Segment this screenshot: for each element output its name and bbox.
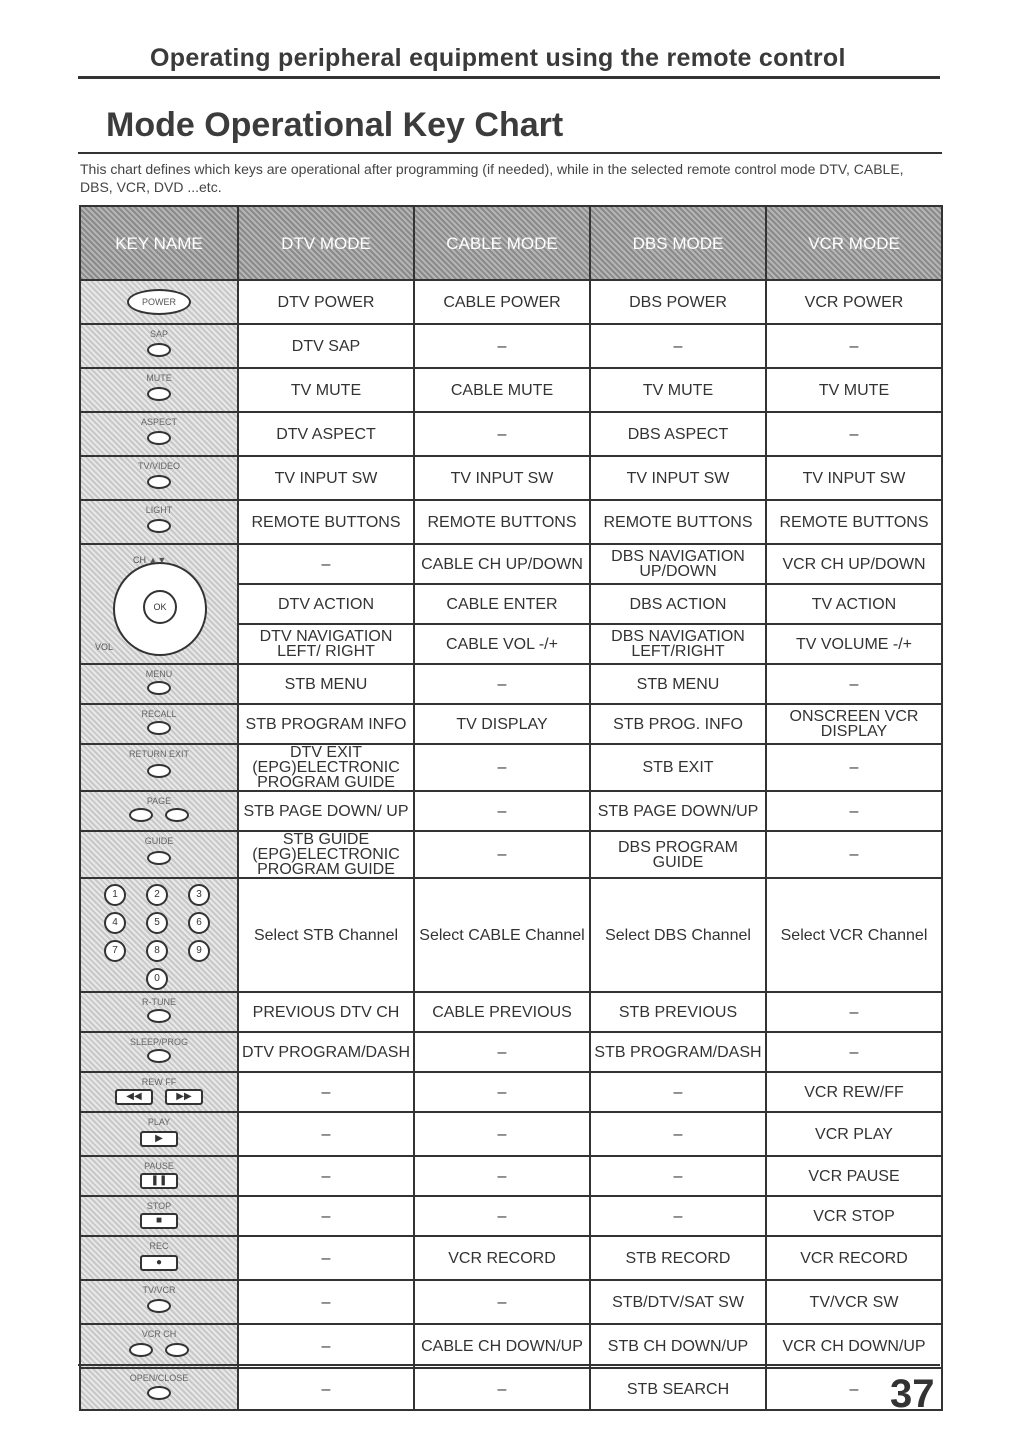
table-row bbox=[80, 664, 942, 704]
column-header-dtv: DTV MODE bbox=[238, 206, 414, 280]
cell-vcr: VCR CH DOWN/UP bbox=[766, 1324, 942, 1368]
cell-dtv: – bbox=[238, 1236, 414, 1280]
page-title: Mode Operational Key Chart bbox=[106, 106, 564, 144]
cell-dtv: STB PAGE DOWN/ UP bbox=[238, 791, 414, 831]
table-row bbox=[80, 1196, 942, 1236]
cell-dbs: DBS POWER bbox=[590, 280, 766, 324]
cell-dbs: – bbox=[590, 1196, 766, 1236]
key-label: OPEN/CLOSE bbox=[129, 1373, 189, 1383]
column-header-cable: CABLE MODE bbox=[414, 206, 590, 280]
key-cell-rew-ff bbox=[80, 1072, 238, 1112]
cell-dbs: TV INPUT SW bbox=[590, 456, 766, 500]
fast-forward-icon: ▶▶ bbox=[165, 1089, 203, 1105]
ok-button-icon: OK bbox=[143, 590, 177, 624]
key-cell-tv-vcr bbox=[80, 1280, 238, 1324]
cell-vcr: – bbox=[766, 791, 942, 831]
cell-dtv: DTV NAVIGATION LEFT/ RIGHT bbox=[238, 624, 414, 664]
key-label: VCR CH bbox=[141, 1329, 177, 1339]
cell-cable: – bbox=[414, 1112, 590, 1156]
cell-vcr: – bbox=[766, 831, 942, 878]
cell-dtv: DTV POWER bbox=[238, 280, 414, 324]
table-row bbox=[80, 1368, 942, 1410]
table-row bbox=[80, 744, 942, 791]
play-icon: ▶ bbox=[140, 1131, 178, 1147]
cell-vcr: – bbox=[766, 992, 942, 1032]
light-button-icon bbox=[147, 519, 171, 533]
cell-dbs: DBS NAVIGATION UP/DOWN bbox=[590, 544, 766, 584]
cell-cable: CABLE VOL -/+ bbox=[414, 624, 590, 664]
cell-dbs: STB PAGE DOWN/UP bbox=[590, 791, 766, 831]
key-label: REC bbox=[149, 1241, 169, 1251]
cell-dbs: STB SEARCH bbox=[590, 1368, 766, 1410]
cell-dtv: DTV EXIT (EPG)ELECTRONIC PROGRAM GUIDE bbox=[238, 744, 414, 791]
cell-cable: VCR RECORD bbox=[414, 1236, 590, 1280]
cell-dtv: – bbox=[238, 1112, 414, 1156]
cell-dbs: STB/DTV/SAT SW bbox=[590, 1280, 766, 1324]
cell-dtv: DTV ASPECT bbox=[238, 412, 414, 456]
recall-button-icon bbox=[147, 721, 171, 735]
key-cell-sleep-prog bbox=[80, 1032, 238, 1072]
cell-dbs: STB PROG. INFO bbox=[590, 704, 766, 744]
key-cell-light bbox=[80, 500, 238, 544]
cell-cable: – bbox=[414, 1032, 590, 1072]
cell-dbs: STB EXIT bbox=[590, 744, 766, 791]
key-label: TV/VCR bbox=[142, 1285, 176, 1295]
rewind-icon: ◀◀ bbox=[115, 1089, 153, 1105]
dpad-icon bbox=[99, 554, 219, 654]
cell-vcr: VCR RECORD bbox=[766, 1236, 942, 1280]
key-cell-pause bbox=[80, 1156, 238, 1196]
key-label: TV/VIDEO bbox=[137, 461, 180, 471]
table-row bbox=[80, 1236, 942, 1280]
cell-cable: Select CABLE Channel bbox=[414, 878, 590, 992]
cell-vcr: VCR POWER bbox=[766, 280, 942, 324]
key-cell-sap bbox=[80, 324, 238, 368]
tv-vcr-button-icon bbox=[147, 1299, 171, 1313]
cell-dbs: – bbox=[590, 1156, 766, 1196]
cell-dbs: Select DBS Channel bbox=[590, 878, 766, 992]
cell-dbs: – bbox=[590, 1072, 766, 1112]
table-row bbox=[80, 324, 942, 368]
cell-cable: – bbox=[414, 744, 590, 791]
key-cell-guide bbox=[80, 831, 238, 878]
cell-dtv: DTV ACTION bbox=[238, 584, 414, 624]
cell-cable: CABLE MUTE bbox=[414, 368, 590, 412]
key-label: ASPECT bbox=[140, 417, 177, 427]
cell-dtv: PREVIOUS DTV CH bbox=[238, 992, 414, 1032]
footer-divider bbox=[78, 1364, 940, 1366]
key-cell-power bbox=[80, 280, 238, 324]
cell-cable: CABLE ENTER bbox=[414, 584, 590, 624]
key-label: GUIDE bbox=[144, 836, 174, 846]
num-key-8: 8 bbox=[146, 940, 168, 962]
key-label: PLAY bbox=[147, 1117, 171, 1127]
cell-dtv: TV MUTE bbox=[238, 368, 414, 412]
cell-vcr: – bbox=[766, 1368, 942, 1410]
table-row bbox=[80, 456, 942, 500]
cell-cable: – bbox=[414, 791, 590, 831]
num-key-5: 5 bbox=[146, 912, 168, 934]
key-label: STOP bbox=[146, 1201, 172, 1211]
cell-dtv: – bbox=[238, 1280, 414, 1324]
cell-dbs: REMOTE BUTTONS bbox=[590, 500, 766, 544]
cell-dbs: DBS ACTION bbox=[590, 584, 766, 624]
cell-dtv: DTV PROGRAM/DASH bbox=[238, 1032, 414, 1072]
intro-paragraph: This chart defines which keys are operational after programming (if needed), while in the selected remote control mode DTV, CABLE, DBS, VCR, DVD ...etc. bbox=[80, 161, 904, 195]
table-row bbox=[80, 704, 942, 744]
key-cell-page bbox=[80, 791, 238, 831]
table-row bbox=[80, 1112, 942, 1156]
cell-dbs: DBS NAVIGATION LEFT/RIGHT bbox=[590, 624, 766, 664]
table-row bbox=[80, 1324, 942, 1368]
cell-cable: TV INPUT SW bbox=[414, 456, 590, 500]
cell-dtv: – bbox=[238, 1196, 414, 1236]
cell-vcr: – bbox=[766, 664, 942, 704]
key-label: MUTE bbox=[146, 373, 172, 383]
cell-vcr: REMOTE BUTTONS bbox=[766, 500, 942, 544]
cell-vcr: TV MUTE bbox=[766, 368, 942, 412]
return-button-icon bbox=[147, 764, 171, 778]
cell-vcr: VCR CH UP/DOWN bbox=[766, 544, 942, 584]
vcr-ch-up-icon bbox=[165, 1343, 189, 1357]
column-header-key: KEY NAME bbox=[80, 206, 238, 280]
cell-vcr: – bbox=[766, 744, 942, 791]
table-row bbox=[80, 1032, 942, 1072]
cell-vcr: – bbox=[766, 324, 942, 368]
cell-dtv: DTV SAP bbox=[238, 324, 414, 368]
key-cell-play bbox=[80, 1112, 238, 1156]
page-number: 37 bbox=[890, 1372, 935, 1416]
cell-dbs: STB CH DOWN/UP bbox=[590, 1324, 766, 1368]
key-cell-recall bbox=[80, 704, 238, 744]
key-label: SAP bbox=[149, 329, 168, 339]
key-cell-stop bbox=[80, 1196, 238, 1236]
cell-cable: – bbox=[414, 1072, 590, 1112]
cell-vcr: – bbox=[766, 412, 942, 456]
title-divider bbox=[78, 152, 942, 154]
cell-dtv: Select STB Channel bbox=[238, 878, 414, 992]
num-key-7: 7 bbox=[104, 940, 126, 962]
cell-vcr: TV ACTION bbox=[766, 584, 942, 624]
key-cell-rec bbox=[80, 1236, 238, 1280]
cell-dtv: – bbox=[238, 1324, 414, 1368]
cell-cable: CABLE PREVIOUS bbox=[414, 992, 590, 1032]
key-label: PAGE bbox=[146, 796, 172, 806]
cell-vcr: VCR REW/FF bbox=[766, 1072, 942, 1112]
cell-dtv: TV INPUT SW bbox=[238, 456, 414, 500]
cell-dtv: – bbox=[238, 1156, 414, 1196]
section-header bbox=[78, 44, 940, 79]
table-row bbox=[80, 412, 942, 456]
table-row bbox=[80, 791, 942, 831]
cell-cable: – bbox=[414, 1280, 590, 1324]
key-cell-numpad bbox=[80, 878, 238, 992]
cell-dbs: STB PREVIOUS bbox=[590, 992, 766, 1032]
column-header-vcr: VCR MODE bbox=[766, 206, 942, 280]
cell-cable: – bbox=[414, 831, 590, 878]
cell-cable: – bbox=[414, 324, 590, 368]
cell-vcr: TV VOLUME -/+ bbox=[766, 624, 942, 664]
cell-dbs: TV MUTE bbox=[590, 368, 766, 412]
key-cell-dpad bbox=[80, 544, 238, 664]
key-label: R-TUNE bbox=[142, 997, 176, 1007]
ch-key-label: CH ▲▼ bbox=[133, 555, 167, 565]
numpad-icon bbox=[81, 884, 237, 990]
mute-button-icon bbox=[147, 387, 171, 401]
num-key-3: 3 bbox=[188, 884, 210, 906]
cell-dtv: – bbox=[238, 1368, 414, 1410]
table-row bbox=[80, 1156, 942, 1196]
cell-vcr: TV/VCR SW bbox=[766, 1280, 942, 1324]
cell-dbs: STB MENU bbox=[590, 664, 766, 704]
cell-cable: CABLE POWER bbox=[414, 280, 590, 324]
key-cell-open-close bbox=[80, 1368, 238, 1410]
cell-dbs: DBS PROGRAM GUIDE bbox=[590, 831, 766, 878]
key-label: REW FF bbox=[141, 1077, 177, 1087]
sap-button-icon bbox=[147, 343, 171, 357]
pause-icon: ❚❚ bbox=[140, 1173, 178, 1189]
column-header-dbs: DBS MODE bbox=[590, 206, 766, 280]
cell-cable: CABLE CH DOWN/UP bbox=[414, 1324, 590, 1368]
tv-video-button-icon bbox=[147, 475, 171, 489]
table-row bbox=[80, 1072, 942, 1112]
key-label: LIGHT bbox=[145, 505, 173, 515]
record-icon: ● bbox=[140, 1255, 178, 1271]
stop-icon: ■ bbox=[140, 1213, 178, 1229]
cell-dtv: STB MENU bbox=[238, 664, 414, 704]
num-key-2: 2 bbox=[146, 884, 168, 906]
cell-cable: – bbox=[414, 664, 590, 704]
table-row bbox=[80, 500, 942, 544]
cell-cable: – bbox=[414, 1196, 590, 1236]
cell-dbs: STB RECORD bbox=[590, 1236, 766, 1280]
cell-dtv: – bbox=[238, 544, 414, 584]
key-cell-return-exit bbox=[80, 744, 238, 791]
open-close-button-icon bbox=[147, 1386, 171, 1400]
power-button-icon: POWER bbox=[127, 289, 191, 315]
key-label: RETURN EXIT bbox=[128, 749, 189, 759]
cell-dbs: STB PROGRAM/DASH bbox=[590, 1032, 766, 1072]
cell-cable: – bbox=[414, 1368, 590, 1410]
table-row bbox=[80, 992, 942, 1032]
key-label: MENU bbox=[145, 669, 173, 679]
cell-vcr: Select VCR Channel bbox=[766, 878, 942, 992]
table-row bbox=[80, 280, 942, 324]
table-row bbox=[80, 831, 942, 878]
guide-button-icon bbox=[147, 851, 171, 865]
cell-cable: – bbox=[414, 412, 590, 456]
vol-key-label: VOL bbox=[95, 642, 114, 652]
num-key-6: 6 bbox=[188, 912, 210, 934]
cell-dbs: – bbox=[590, 324, 766, 368]
cell-dtv: REMOTE BUTTONS bbox=[238, 500, 414, 544]
cell-dtv: STB GUIDE (EPG)ELECTRONIC PROGRAM GUIDE bbox=[238, 831, 414, 878]
table-row bbox=[80, 878, 942, 992]
page-up-icon bbox=[165, 808, 189, 822]
cell-vcr: TV INPUT SW bbox=[766, 456, 942, 500]
num-key-0: 0 bbox=[146, 968, 168, 990]
cell-dtv: STB PROGRAM INFO bbox=[238, 704, 414, 744]
cell-vcr: – bbox=[766, 1032, 942, 1072]
key-cell-tv-video bbox=[80, 456, 238, 500]
cell-dtv: – bbox=[238, 1072, 414, 1112]
num-key-1: 1 bbox=[104, 884, 126, 906]
cell-cable: TV DISPLAY bbox=[414, 704, 590, 744]
page-down-icon bbox=[129, 808, 153, 822]
key-chart-table bbox=[79, 205, 943, 1411]
cell-cable: CABLE CH UP/DOWN bbox=[414, 544, 590, 584]
vcr-ch-down-icon bbox=[129, 1343, 153, 1357]
cell-vcr: VCR STOP bbox=[766, 1196, 942, 1236]
key-cell-r-tune bbox=[80, 992, 238, 1032]
cell-vcr: VCR PLAY bbox=[766, 1112, 942, 1156]
key-label: PAUSE bbox=[144, 1161, 174, 1171]
r-tune-button-icon bbox=[147, 1009, 171, 1023]
key-cell-aspect bbox=[80, 412, 238, 456]
table-header-row bbox=[80, 206, 942, 280]
cell-cable: – bbox=[414, 1156, 590, 1196]
key-label: RECALL bbox=[141, 709, 177, 719]
table-row bbox=[80, 544, 942, 584]
num-key-4: 4 bbox=[104, 912, 126, 934]
key-cell-mute bbox=[80, 368, 238, 412]
aspect-button-icon bbox=[147, 431, 171, 445]
menu-button-icon bbox=[147, 681, 171, 695]
section-header-text: Operating peripheral equipment using the remote control bbox=[150, 44, 846, 72]
cell-vcr: VCR PAUSE bbox=[766, 1156, 942, 1196]
sleep-prog-button-icon bbox=[147, 1049, 171, 1063]
table-row bbox=[80, 1280, 942, 1324]
cell-dbs: – bbox=[590, 1112, 766, 1156]
key-cell-vcr-ch bbox=[80, 1324, 238, 1368]
key-cell-menu bbox=[80, 664, 238, 704]
table-row bbox=[80, 368, 942, 412]
cell-dbs: DBS ASPECT bbox=[590, 412, 766, 456]
key-label: SLEEP/PROG bbox=[129, 1037, 189, 1047]
cell-cable: REMOTE BUTTONS bbox=[414, 500, 590, 544]
num-key-9: 9 bbox=[188, 940, 210, 962]
cell-vcr: ONSCREEN VCR DISPLAY bbox=[766, 704, 942, 744]
